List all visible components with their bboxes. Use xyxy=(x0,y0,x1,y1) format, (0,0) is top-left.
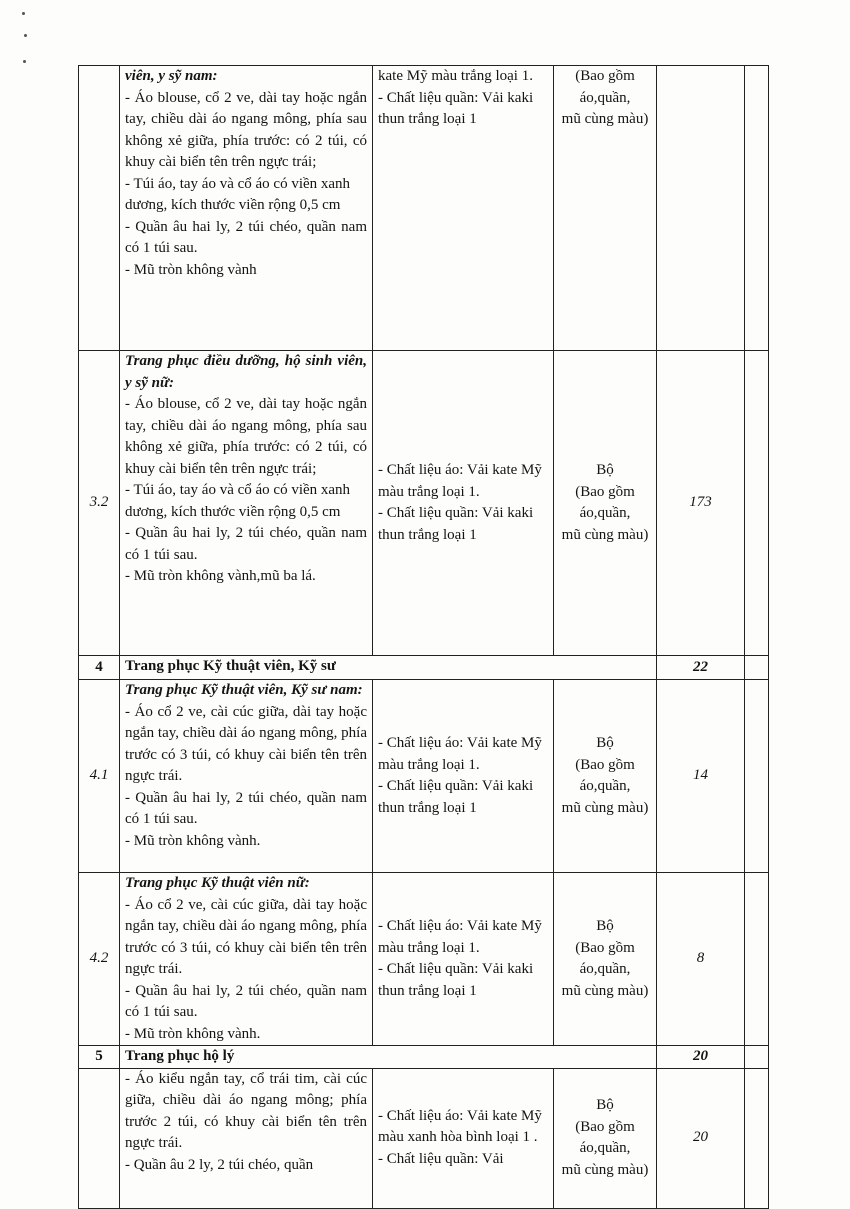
description-line: - Túi áo, tay áo và cổ áo có viền xanh xyxy=(125,482,351,498)
item-description xyxy=(120,680,373,873)
quantity-cell: 22 xyxy=(657,656,745,680)
table-row xyxy=(79,1068,769,1208)
material-cell xyxy=(373,680,554,873)
description-line: - Mũ tròn không vành. xyxy=(125,832,261,849)
note-cell xyxy=(745,873,769,1046)
section-title: Trang phục hộ lý xyxy=(120,1046,657,1069)
uniform-spec-table xyxy=(78,65,769,1209)
material-line: - Chất liệu áo: Vải kate Mỹ màu trắng loại 1. xyxy=(378,918,542,956)
quantity-cell: 20 xyxy=(657,1068,745,1208)
unit-line: mũ cùng màu) xyxy=(561,111,649,127)
unit-line: Bộ xyxy=(596,918,614,934)
row-number xyxy=(79,66,120,351)
material-cell xyxy=(373,1068,554,1208)
unit-line: mũ cùng màu) xyxy=(561,799,649,816)
item-description xyxy=(120,351,373,656)
row-number: 4 xyxy=(79,656,120,680)
unit-line: (Bao gồm áo,quần, xyxy=(575,939,635,977)
material-line: - Chất liệu quần: Vải kaki thun trắng loại 1 xyxy=(378,89,534,127)
description-line: - Quần âu hai ly, 2 túi chéo, quần nam có 1 túi sau. xyxy=(125,218,367,256)
unit-line: Bộ xyxy=(596,462,614,478)
note-cell xyxy=(745,66,769,351)
note-cell xyxy=(745,680,769,873)
material-line: - Chất liệu quần: Vải kaki thun trắng loại 1 xyxy=(378,961,534,999)
material-cell xyxy=(373,66,554,351)
description-line: - Quần âu hai ly, 2 túi chéo, quần nam có 1 túi sau. xyxy=(125,525,367,563)
description-line: - Áo blouse, cổ 2 ve, dài tay hoặc ngắn tay, chiều dài áo ngang mông, phía sau không xẻ giữa, phía trước: có 2 túi, có khuy cài biển tên trên ngực trái; xyxy=(125,89,367,170)
material-cell xyxy=(373,351,554,656)
unit-line: mũ cùng màu) xyxy=(561,1161,649,1178)
item-description xyxy=(120,66,373,351)
description-line: - Túi áo, tay áo và cổ áo có viền xanh xyxy=(125,175,351,192)
section-row xyxy=(79,1046,769,1069)
row-number: 5 xyxy=(79,1046,120,1069)
row-number xyxy=(79,1068,120,1208)
row-number: 3.2 xyxy=(79,351,120,656)
quantity-cell: 8 xyxy=(657,873,745,1046)
unit-line: (Bao gồm áo,quần, xyxy=(575,483,635,521)
scan-marks xyxy=(22,12,30,72)
unit-line: (Bao gồm áo,quần, xyxy=(575,1118,635,1156)
quantity-cell: 20 xyxy=(657,1046,745,1069)
row-number: 4.2 xyxy=(79,873,120,1046)
quantity-cell: 173 xyxy=(657,351,745,656)
quantity-cell xyxy=(657,66,745,351)
unit-cell xyxy=(554,66,657,351)
description-line: - Áo kiểu ngắn tay, cổ trái tim, cài cúc giữa, chiều dài áo ngang mông; phía trước 2 túi, có khuy cài biển tên trên ngực trái. xyxy=(125,1070,367,1151)
unit-line: Bộ xyxy=(596,1097,614,1113)
item-title: Trang phục Kỹ thuật viên, Kỹ sư nam: xyxy=(125,682,363,698)
unit-line: (Bao gồm áo,quần, xyxy=(575,68,635,106)
item-description xyxy=(120,873,373,1046)
material-cell xyxy=(373,873,554,1046)
unit-cell xyxy=(554,680,657,873)
quantity-cell: 14 xyxy=(657,680,745,873)
row-number: 4.1 xyxy=(79,680,120,873)
section-row xyxy=(79,656,769,680)
table-row xyxy=(79,873,769,1046)
description-line: - Quần âu hai ly, 2 túi chéo, quần nam có 1 túi sau. xyxy=(125,982,367,1020)
unit-line: mũ cùng màu) xyxy=(561,526,649,543)
item-description xyxy=(120,1068,373,1208)
description-line: - Mũ tròn không vành,mũ ba lá. xyxy=(125,568,316,584)
unit-line: mũ cùng màu) xyxy=(561,982,649,999)
description-line: - Quần âu 2 ly, 2 túi chéo, quần xyxy=(125,1156,314,1173)
note-cell xyxy=(745,1068,769,1208)
material-line: - Chất liệu áo: Vải kate Mỹ màu trắng loại 1. xyxy=(378,735,542,773)
description-line: - Mũ tròn không vành. xyxy=(125,1025,261,1042)
description-line: dương, kích thước viền rộng 0,5 cm xyxy=(125,197,341,213)
note-cell xyxy=(745,1046,769,1069)
table-row xyxy=(79,66,769,351)
unit-cell xyxy=(554,351,657,656)
table-row xyxy=(79,351,769,656)
note-cell xyxy=(745,351,769,656)
unit-line: Bộ xyxy=(596,735,614,751)
material-line: - Chất liệu quần: Vải kaki thun trắng loại 1 xyxy=(378,778,534,816)
description-line: - Áo blouse, cổ 2 ve, dài tay hoặc ngắn tay, chiều dài áo ngang mông, phía sau không xẻ giữa, phía trước: có 2 túi, có khuy cài biển tên trên ngực trái; xyxy=(125,396,367,477)
description-line: - Mũ tròn không vành xyxy=(125,261,257,278)
description-line: - Áo cổ 2 ve, cài cúc giữa, dài tay hoặc ngắn tay, chiều dài áo ngang mông, phía trước có 3 túi, có khuy cài biển tên trên ngực trái. xyxy=(125,896,367,977)
material-line: kate Mỹ màu trắng loại 1. xyxy=(378,68,533,84)
note-cell xyxy=(745,656,769,680)
description-line: dương, kích thước viền rộng 0,5 cm xyxy=(125,503,341,520)
material-line: - Chất liệu áo: Vải kate Mỹ màu trắng loại 1. xyxy=(378,462,542,500)
unit-line: (Bao gồm áo,quần, xyxy=(575,756,635,794)
material-line: - Chất liệu áo: Vải kate Mỹ màu xanh hòa bình loại 1 . xyxy=(378,1107,542,1146)
unit-cell xyxy=(554,1068,657,1208)
section-title: Trang phục Kỹ thuật viên, Kỹ sư xyxy=(120,656,657,680)
table-row xyxy=(79,680,769,873)
material-line: - Chất liệu quần: Vải xyxy=(378,1150,504,1167)
item-title: Trang phục Kỹ thuật viên nữ: xyxy=(125,875,310,891)
unit-cell xyxy=(554,873,657,1046)
description-line: - Áo cổ 2 ve, cài cúc giữa, dài tay hoặc ngắn tay, chiều dài áo ngang mông, phía trước có 3 túi, có khuy cài biển tên trên ngực trái. xyxy=(125,703,367,784)
material-line: - Chất liệu quần: Vải kaki thun trắng loại 1 xyxy=(378,505,534,543)
item-title: viên, y sỹ nam: xyxy=(125,68,218,84)
description-line: - Quần âu hai ly, 2 túi chéo, quần nam có 1 túi sau. xyxy=(125,789,367,827)
item-title: Trang phục điều dưỡng, hộ sinh viên, y sỹ nữ: xyxy=(125,353,367,391)
